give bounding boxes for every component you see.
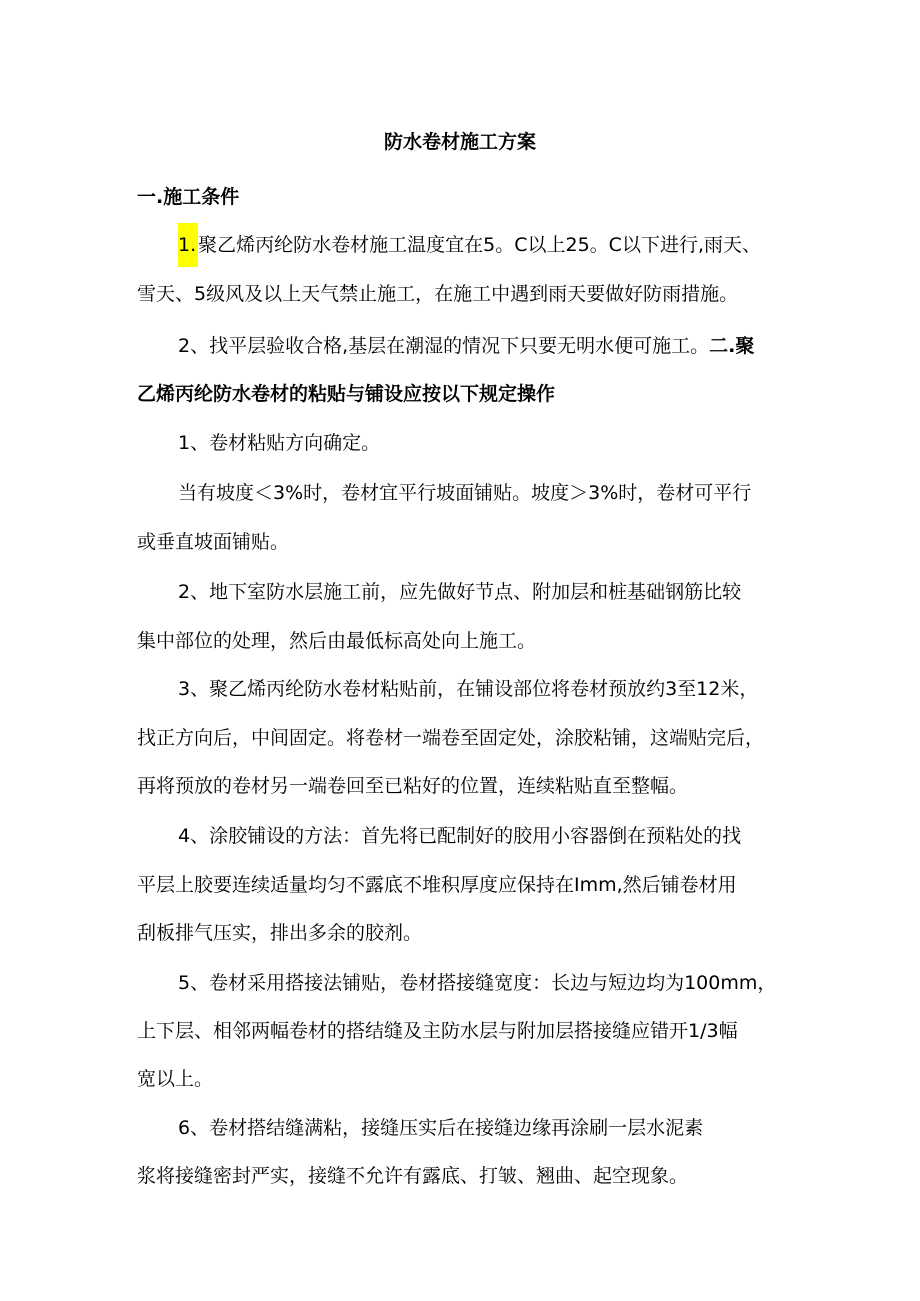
item-3-line-1: 3、聚乙烯丙纶防水卷材粘贴前，在铺设部位将卷材预放约3至12米， bbox=[178, 678, 759, 700]
document-title: 防水卷材施工方案 bbox=[383, 131, 536, 153]
item-5-line-1: 5、卷材采用搭接法铺贴，卷材搭接缝宽度：长边与短边均为100mm， bbox=[178, 972, 777, 994]
item-4-line-1: 4、涂胶铺设的方法：首先将已配制好的胶用小容器倒在预粘处的找 bbox=[178, 825, 742, 847]
item-1-text-line-2: 或垂直坡面铺贴。 bbox=[137, 531, 290, 553]
item-3-line-3: 再将预放的卷材另一端卷回至已粘好的位置，连续粘贴直至整幅。 bbox=[137, 775, 689, 797]
item-4-line-3: 刮板排气压实，排出多余的胶剂。 bbox=[137, 922, 423, 944]
item-1-text-line-1: 当有坡度＜3%时，卷材宜平行坡面铺贴。坡度＞3%时，卷材可平行 bbox=[178, 482, 752, 504]
paragraph-2-line-1 bbox=[178, 331, 754, 361]
item-2-line-1: 2、地下室防水层施工前，应先做好节点、附加层和桩基础钢筋比较 bbox=[178, 581, 742, 603]
paragraph-1-text: 聚乙烯丙纶防水卷材施工温度宜在5。C以上25。C以下进行,雨天、 bbox=[198, 234, 761, 256]
highlighted-number: 1. bbox=[178, 223, 198, 267]
item-2-line-2: 集中部位的处理，然后由最低标高处向上施工。 bbox=[137, 630, 537, 652]
item-6-line-2: 浆将接缝密封严实，接缝不允许有露底、打皱、翘曲、起空现象。 bbox=[137, 1165, 689, 1187]
item-1-heading: 1、卷材粘贴方向确定。 bbox=[178, 432, 381, 454]
item-5-line-2: 上下层、相邻两幅卷材的搭结缝及主防水层与附加层搭接缝应错开1/3幅 bbox=[137, 1020, 738, 1042]
item-3-line-2: 找正方向后，中间固定。将卷材一端卷至固定处，涂胶粘铺，这端贴完后， bbox=[137, 727, 765, 749]
section-heading-construction-conditions: 一.施工条件 bbox=[137, 186, 240, 208]
paragraph-2-text: 2、找平层验收合格,基层在潮湿的情况下只要无明水便可施工。 bbox=[178, 335, 710, 357]
item-5-line-3: 宽以上。 bbox=[137, 1068, 214, 1090]
section-heading-2-part-2: 乙烯丙纶防水卷材的粘贴与铺设应按以下规定操作 bbox=[137, 383, 556, 405]
paragraph-1-line-1 bbox=[178, 230, 761, 267]
item-4-line-2: 平层上胶要连续适量均匀不露底不堆积厚度应保持在Imm,然后铺卷材用 bbox=[137, 874, 737, 896]
paragraph-1-line-2: 雪天、5级风及以上天气禁止施工，在施工中遇到雨天要做好防雨措施。 bbox=[137, 283, 739, 305]
item-6-line-1: 6、卷材搭结缝满粘，接缝压实后在接缝边缘再涂刷一层水泥素 bbox=[178, 1117, 704, 1139]
section-heading-2-part-1: 二.聚 bbox=[709, 335, 755, 357]
